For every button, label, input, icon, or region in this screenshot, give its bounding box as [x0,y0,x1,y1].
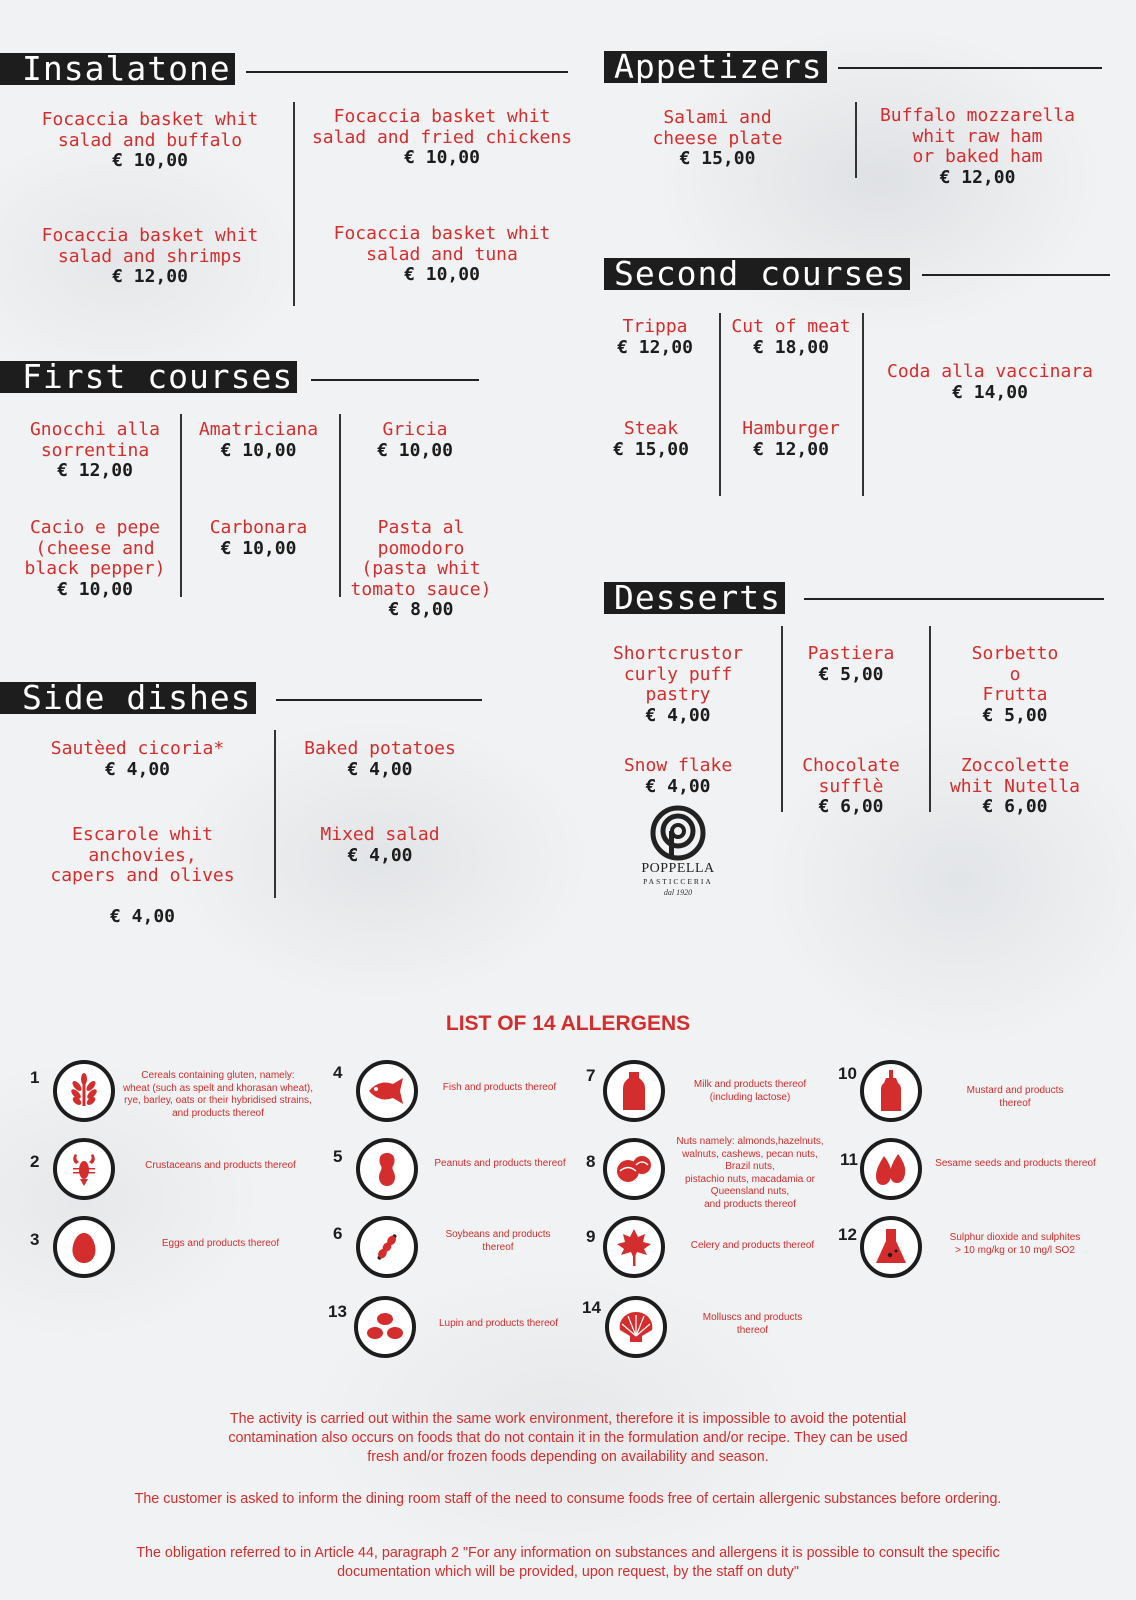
allergen-number: 3 [30,1230,40,1249]
menu-item: Zoccolette whit Nutella € 6,00 [949,755,1081,817]
wheat-icon [53,1060,115,1122]
section-rule [922,274,1110,276]
poppella-logo [628,805,728,897]
menu-item: Shortcrustor curly puff pastry € 4,00 [612,643,744,726]
allergen-number: 6 [333,1224,343,1243]
column-divider [929,626,931,812]
allergen-description: Nuts namely: almonds,hazelnuts, walnuts, cashews, pecan nuts, Brazil nuts, pistachio nuts, macadamia or Queensland nuts, and products thereof [676,1136,824,1210]
allergen-description: Eggs and products thereof [161,1238,280,1249]
menu-item: Sautèed cicoria* € 4,00 [50,738,225,780]
menu-item: Gricia € 10,00 [377,419,453,461]
section-title-second-courses: Second courses [604,258,910,290]
menu-item: Chocolate sufflè € 6,00 [802,755,900,817]
allergen-number: 12 [838,1225,857,1244]
menu-item: Trippa € 12,00 [617,316,693,358]
menu-item: Gnocchi alla sorrentina € 12,00 [29,419,161,481]
allergen-number: 11 [840,1150,858,1169]
allergen-description: Celery and products thereof [690,1240,815,1251]
section-rule [804,598,1104,600]
menu-item: Buffalo mozzarella whit raw ham or baked ham € 12,00 [879,105,1076,188]
allergen-description: Cereals containing gluten, namely: wheat (such as spelt and khorasan wheat), rye, barley, oats or their hybridised strains, and products thereof [122,1070,314,1119]
menu-item: Hamburger € 12,00 [742,418,840,460]
allergen-description: Sulphur dioxide and sulphites > 10 mg/kg or 10 mg/l SO2 [949,1232,1081,1256]
section-title-desserts: Desserts [604,582,785,614]
nuts-icon [603,1138,665,1200]
sesame-icon [860,1138,922,1200]
menu-item: Pastiera € 5,00 [807,643,895,685]
allergens-title: LIST OF 14 ALLERGENS [445,1012,691,1035]
section-rule [311,379,479,381]
allergen-description: Soybeans and products thereof [445,1229,551,1253]
logo-brand: POPPELLA [641,861,715,876]
column-divider [293,102,295,306]
mustard-icon [860,1060,922,1122]
menu-item: Focaccia basket whit salad and fried chickens € 10,00 [311,106,573,168]
allergen-description: Sesame seeds and products thereof [935,1158,1096,1169]
flask-icon [860,1216,922,1278]
milk-bottle-icon [603,1060,665,1122]
menu-item: Focaccia basket whit salad and tuna € 10,00 [333,223,551,285]
allergen-number: 2 [30,1152,40,1171]
allergen-number: 14 [582,1298,601,1317]
obligation-notice: The obligation referred to in Article 44, paragraph 2 "For any information on substances and allergens it is possible to consult the specific documentation which will be provided, upon request, by the staff on duty" [136,1545,1000,1580]
menu-item: Coda alla vaccinara € 14,00 [887,361,1093,403]
allergen-description: Peanuts and products thereof [434,1158,566,1169]
menu-item: Pasta al pomodoro (pasta whit tomato sauce) € 8,00 [350,517,492,620]
menu-item: Carbonara € 10,00 [209,517,308,559]
column-divider [274,730,276,898]
lupin-icon [354,1296,416,1358]
peanut-icon [356,1138,418,1200]
allergen-description: Milk and products thereof (including lactose) [693,1079,807,1103]
menu-item: Baked potatoes € 4,00 [304,738,456,780]
section-title-appetizers: Appetizers [604,51,827,83]
allergen-description: Mustard and products thereof [966,1085,1064,1109]
menu-item: Cacio e pepe (cheese and black pepper) € 10,00 [24,517,166,600]
logo-subtitle: PASTICCERIA [643,877,713,886]
shell-icon [605,1296,667,1358]
column-divider [719,313,721,496]
allergen-description: Fish and products thereof [442,1082,557,1093]
allergen-number: 8 [586,1152,596,1171]
celery-icon [603,1216,665,1278]
allergen-number: 4 [333,1063,343,1082]
allergen-number: 5 [333,1147,343,1166]
egg-icon [53,1216,115,1278]
section-title-insalatone: Insalatone [0,53,235,85]
menu-item: Amatriciana € 10,00 [198,419,319,461]
menu-item: Focaccia basket whit salad and buffalo € 10,00 [41,109,259,171]
section-rule [246,71,568,73]
section-rule [276,699,482,701]
menu-item: Snow flake € 4,00 [623,755,733,797]
allergen-number: 10 [838,1064,857,1083]
section-title-first-courses: First courses [0,361,297,393]
column-divider [855,102,857,178]
fish-icon [356,1060,418,1122]
lobster-icon [53,1138,115,1200]
soybean-icon [356,1216,418,1278]
menu-item: Salami and cheese plate € 15,00 [652,107,783,169]
menu-item: Escarole whit anchovies, capers and olives € 4,00 [50,824,235,927]
allergen-description: Molluscs and products thereof [702,1312,803,1336]
logo-since: dal 1920 [663,888,693,897]
menu-item: Mixed salad € 4,00 [320,824,440,866]
allergen-description: Lupin and products thereof [439,1318,558,1329]
contamination-notice: The activity is carried out within the same work environment, therefore it is impossible to avoid the potential contamination also occurs on foods that do not contain it in the formulation and/or recipe. They can be used fresh and/or frozen foods depending on availability and season. [228,1411,908,1465]
poppella-logo-mark [650,805,706,861]
menu-item: Steak € 15,00 [613,418,689,460]
section-title-side-dishes: Side dishes [0,682,256,714]
section-rule [838,67,1102,69]
menu-item: Sorbetto o Frutta € 5,00 [971,643,1059,726]
column-divider [862,313,864,496]
menu-item: Focaccia basket whit salad and shrimps € 12,00 [41,225,259,287]
allergen-description: Crustaceans and products thereof [145,1160,296,1171]
customer-notice: The customer is asked to inform the dining room staff of the need to consume foods free of certain allergenic substances before ordering. [134,1491,1002,1507]
allergen-number: 9 [586,1227,596,1246]
menu-item: Cut of meat € 18,00 [731,316,851,358]
allergen-number: 13 [328,1302,347,1321]
allergen-number: 7 [586,1066,596,1085]
column-divider [781,626,783,812]
allergen-number: 1 [30,1068,40,1087]
